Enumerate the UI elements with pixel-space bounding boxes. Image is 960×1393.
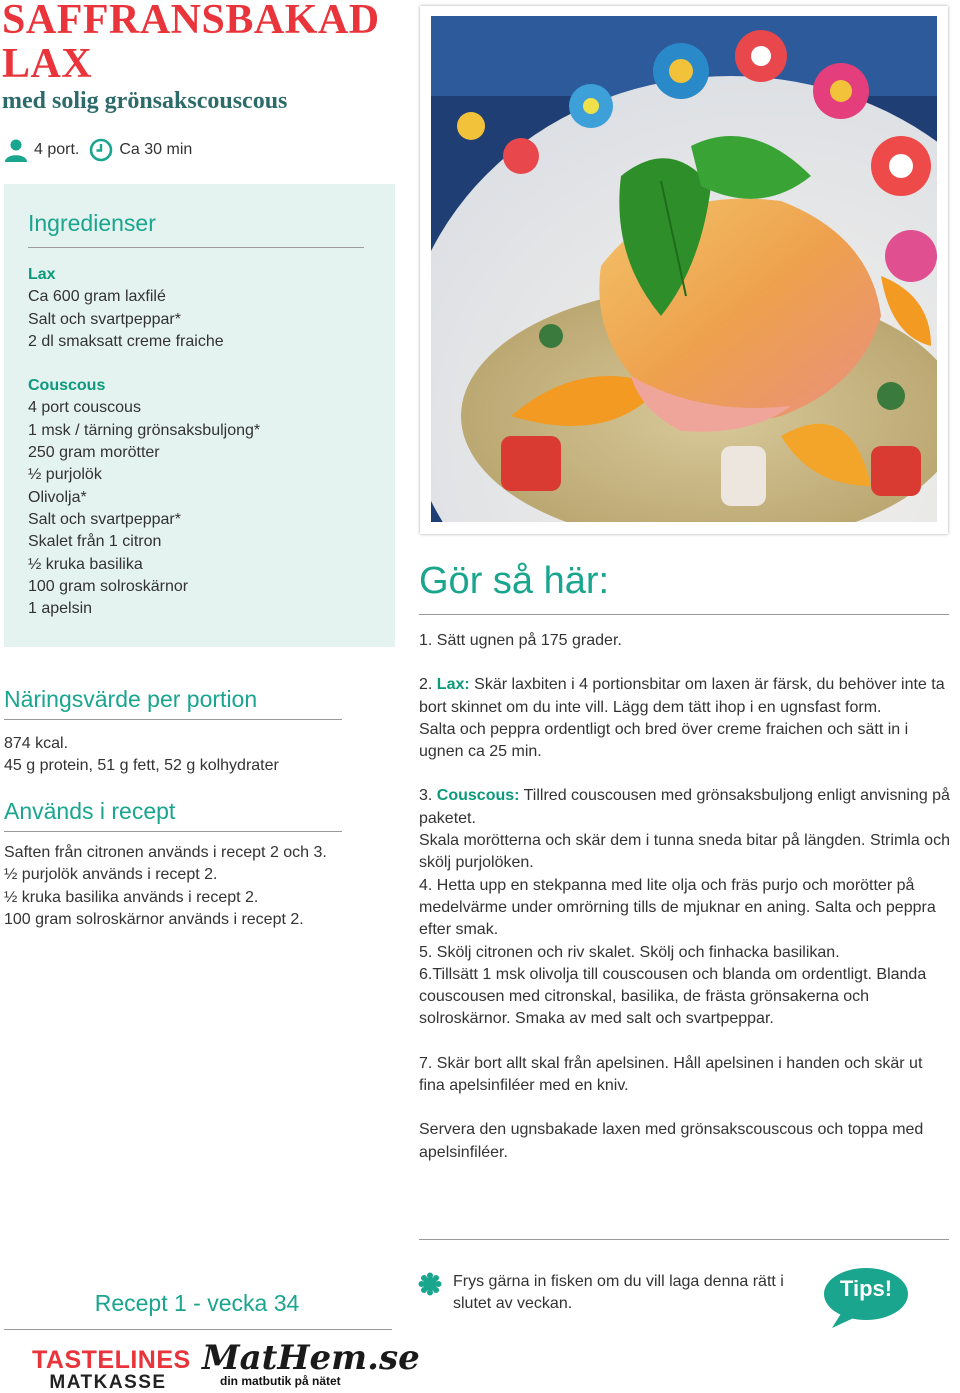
list-item: 100 gram solroskärnor används i recept 2. bbox=[4, 910, 304, 928]
list-item: Saften från citronen används i recept 2 och 3. bbox=[4, 844, 327, 861]
nutrition-divider bbox=[4, 719, 342, 720]
tastelines-logo-name: TASTELINES bbox=[32, 1346, 191, 1374]
recipe-subtitle: med solig grönsakscouscous bbox=[2, 88, 288, 114]
step-1: 1. Sätt ugnen på 175 grader. bbox=[419, 632, 622, 649]
serving-note: Servera den ugnsbakade laxen med grönsakscouscous och toppa med apelsinfiléer. bbox=[419, 1121, 924, 1161]
instructions-steps bbox=[419, 630, 951, 1164]
nutrition-kcal: 874 kcal. bbox=[4, 735, 69, 752]
ingredients-heading: Ingredienser bbox=[28, 210, 156, 236]
list-item: ½ purjolök används i recept 2. bbox=[4, 866, 218, 884]
list-item: ½ kruka basilika används i recept 2. bbox=[4, 888, 259, 906]
recipe-meta bbox=[4, 136, 202, 164]
person-icon bbox=[4, 138, 28, 162]
list-item: 1 apelsin bbox=[28, 600, 93, 618]
nutrition-info bbox=[4, 733, 394, 778]
list-item: Olivolja* bbox=[28, 488, 87, 506]
time-text: Ca 30 min bbox=[119, 141, 193, 158]
step-2-label: Lax: bbox=[436, 676, 470, 694]
step-4: 4. Hetta upp en stekpanna med lite olja och fräs purjo och morötter på medelvärme under omrörning tills de mjuknar en aning. Salta och peppra efter smak. bbox=[419, 876, 936, 939]
nutrition-heading: Näringsvärde per portion bbox=[4, 686, 258, 712]
mathem-logo-name: MatHem.se bbox=[202, 1338, 420, 1378]
tips-badge-label: Tips! bbox=[839, 1276, 893, 1301]
step-6: 6.Tillsätt 1 msk olivolja till couscousen och blanda om ordentligt. Blanda couscousen med citronskal, basilika, de frästa grönsakerna och solroskärnor. Smaka av med salt och svartpeppar. bbox=[419, 965, 927, 1028]
snowflake-icon bbox=[418, 1272, 442, 1301]
portions-text: 4 port. bbox=[34, 141, 80, 158]
step-2: 2. Lax: Skär laxbiten i 4 portionsbitar om laxen är färsk, du behöver inte ta bort skinnet om du inte vill. Lägg dem tätt ihop i en ugnsfast form. bbox=[419, 676, 945, 716]
list-item: 1 msk / tärning grönsaksbuljong* bbox=[28, 421, 261, 439]
step-3-label: Couscous: bbox=[436, 787, 520, 805]
title-line-2: LAX bbox=[2, 41, 93, 87]
step-2-continued: Salta och peppra ordentligt och bred över creme fraichen och sätt in i ugnen ca 25 min. bbox=[419, 720, 909, 761]
tips-badge bbox=[822, 1266, 912, 1335]
step-5: 5. Skölj citronen och riv skalet. Skölj och finhacka basilikan. bbox=[419, 943, 840, 961]
instructions-heading: Gör så här: bbox=[419, 560, 610, 602]
title-line-1: SAFFRANSBAKAD bbox=[2, 0, 380, 43]
salmon-dish-photo bbox=[431, 16, 937, 522]
list-item: Salt och svartpeppar* bbox=[28, 310, 181, 328]
nutrition-macros: 45 g protein, 51 g fett, 52 g kolhydrater bbox=[4, 757, 279, 775]
clock-icon bbox=[89, 138, 113, 162]
tastelines-logo-sub: MATKASSE bbox=[49, 1372, 167, 1393]
list-item: ½ kruka basilika bbox=[28, 555, 143, 573]
list-item: 4 port couscous bbox=[28, 399, 141, 417]
ingredients-divider bbox=[28, 247, 364, 248]
list-item: 2 dl smaksatt creme fraiche bbox=[28, 332, 224, 350]
list-item: 100 gram solroskärnor bbox=[28, 577, 189, 595]
mathem-logo bbox=[202, 1338, 420, 1388]
step-3: 3. Couscous: Tillred couscousen med grönsaksbuljong enligt anvisning på paketet. bbox=[419, 787, 950, 827]
group-heading-lax: Lax bbox=[28, 266, 56, 283]
list-item: Ca 600 gram laxfilé bbox=[28, 288, 166, 306]
list-item: Salt och svartpeppar* bbox=[28, 510, 181, 528]
tastelines-logo bbox=[32, 1346, 191, 1393]
list-item: Skalet från 1 citron bbox=[28, 533, 162, 551]
group-heading-couscous: Couscous bbox=[28, 377, 106, 395]
used-in-divider bbox=[4, 831, 342, 832]
used-in-list bbox=[4, 842, 399, 931]
list-item: 250 gram morötter bbox=[28, 444, 160, 462]
step-3-continued: Skala morötterna och skär dem i tunna sneda bitar på längden. Strimla och skölj purjolöken. bbox=[419, 832, 950, 872]
instructions-divider bbox=[419, 614, 949, 615]
mathem-logo-tagline: din matbutik på nätet bbox=[220, 1374, 341, 1388]
used-in-heading: Används i recept bbox=[4, 798, 176, 824]
list-item: ½ purjolök bbox=[28, 466, 102, 484]
footer-divider-left bbox=[4, 1329, 392, 1330]
recipe-title bbox=[2, 0, 380, 86]
ingredients-list bbox=[28, 264, 388, 620]
tip-text: Frys gärna in fisken om du vill laga denna rätt i slutet av veckan. bbox=[453, 1273, 784, 1313]
step-7: 7. Skär bort allt skal från apelsinen. Håll apelsinen i handen och skär ut fina apelsinfiléer med en kniv. bbox=[419, 1054, 923, 1095]
footer-divider-right bbox=[419, 1239, 949, 1240]
recipe-week-label: Recept 1 - vecka 34 bbox=[94, 1290, 300, 1316]
